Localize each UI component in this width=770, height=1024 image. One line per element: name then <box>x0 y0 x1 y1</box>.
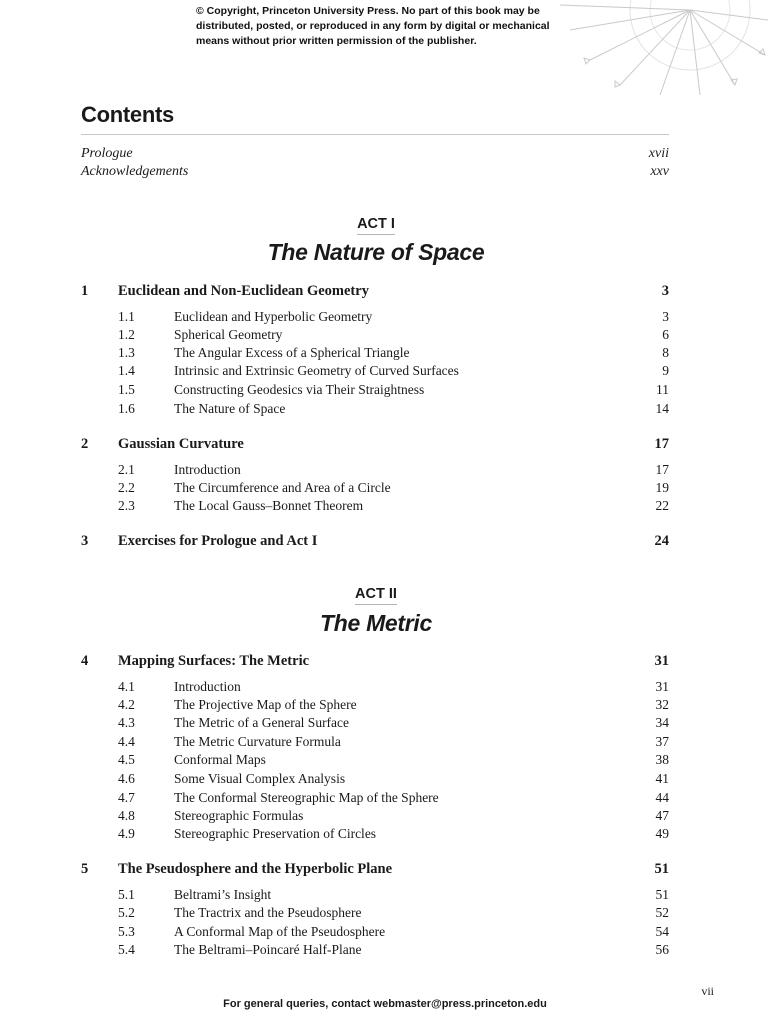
section-page: 9 <box>662 363 669 378</box>
chapter-number: 2 <box>81 436 89 452</box>
section-number: 4.8 <box>118 808 135 823</box>
section-number: 4.6 <box>118 771 135 786</box>
section-page: 37 <box>655 734 669 749</box>
chapter-number: 5 <box>81 861 89 877</box>
section-number: 2.1 <box>118 462 135 477</box>
entry-title: Prologue <box>81 146 133 161</box>
act-title: The Nature of Space <box>267 239 485 265</box>
page-title: Contents <box>81 102 174 127</box>
section-page: 47 <box>655 808 669 823</box>
section-page: 41 <box>655 771 669 786</box>
front-matter-entry[interactable] <box>81 164 669 180</box>
section-title: The Metric Curvature Formula <box>174 734 341 749</box>
section-title: Beltrami’s Insight <box>174 887 272 902</box>
entry-page: xxv <box>650 164 669 179</box>
section-page: 31 <box>655 679 669 694</box>
section-title: The Projective Map of the Sphere <box>174 697 357 712</box>
chapter-title: Exercises for Prologue and Act I <box>118 533 318 549</box>
section-title: Some Visual Complex Analysis <box>174 771 346 786</box>
section-title: Constructing Geodesics via Their Straightness <box>174 382 425 397</box>
section-title: The Metric of a General Surface <box>174 715 350 730</box>
chapter-title: Euclidean and Non-Euclidean Geometry <box>118 283 369 299</box>
section-page: 19 <box>655 480 669 495</box>
section-page: 34 <box>655 715 669 730</box>
front-matter-entry[interactable] <box>81 146 669 162</box>
copyright-line: distributed, posted, or reproduced in any form by digital or mechanical <box>196 20 550 32</box>
section-number: 5.3 <box>118 924 135 939</box>
chapter-page: 24 <box>654 533 669 549</box>
section-title: Stereographic Preservation of Circles <box>174 826 377 841</box>
entry-title: Acknowledgements <box>81 164 189 179</box>
section-number: 4.3 <box>118 715 135 730</box>
chapter-number: 1 <box>81 283 89 299</box>
section-page: 49 <box>655 826 669 841</box>
section-title: The Local Gauss–Bonnet Theorem <box>174 498 364 513</box>
chapter-number: 4 <box>81 653 89 669</box>
section-title: Introduction <box>174 679 241 694</box>
section-number: 1.3 <box>118 345 135 360</box>
section-number: 1.1 <box>118 309 135 324</box>
chapter-page: 3 <box>661 283 669 299</box>
act-label: ACT I <box>0 216 752 232</box>
section-title: Intrinsic and Extrinsic Geometry of Curved Surfaces <box>174 363 459 378</box>
section-number: 5.4 <box>118 942 135 957</box>
section-title: Spherical Geometry <box>174 327 283 342</box>
section-number: 1.6 <box>118 401 135 416</box>
chapter-title: Gaussian Curvature <box>118 436 244 452</box>
section-page: 14 <box>655 401 669 416</box>
section-number: 2.3 <box>118 498 135 513</box>
section-page: 6 <box>662 327 669 342</box>
footer-contact: For general queries, contact webmaster@press.princeton.edu <box>223 998 547 1010</box>
section-number: 5.1 <box>118 887 135 902</box>
section-title: Stereographic Formulas <box>174 808 304 823</box>
chapter-number: 3 <box>81 533 89 549</box>
section-number: 2.2 <box>118 480 135 495</box>
act-label: ACT II <box>0 586 752 602</box>
section-number: 1.2 <box>118 327 135 342</box>
section-number: 4.4 <box>118 734 135 749</box>
section-number: 4.7 <box>118 790 135 805</box>
act-title: The Metric <box>319 610 433 636</box>
chapter-title: Mapping Surfaces: The Metric <box>118 653 310 669</box>
page-number: vii <box>701 984 714 998</box>
section-page: 11 <box>656 382 669 397</box>
chapter-page: 31 <box>654 653 669 669</box>
section-page: 51 <box>655 887 669 902</box>
section-title: A Conformal Map of the Pseudosphere <box>174 924 386 939</box>
section-page: 56 <box>655 942 669 957</box>
section-title: Conformal Maps <box>174 752 266 767</box>
title-divider <box>81 134 669 135</box>
section-number: 4.1 <box>118 679 135 694</box>
section-page: 32 <box>655 697 669 712</box>
copyright-line: © Copyright, Princeton University Press. No part of this book may be <box>196 5 540 17</box>
section-page: 38 <box>655 752 669 767</box>
section-number: 4.2 <box>118 697 135 712</box>
entry-page: xvii <box>648 146 669 161</box>
section-title: The Angular Excess of a Spherical Triangle <box>174 345 410 360</box>
section-title: The Beltrami–Poincaré Half-Plane <box>174 942 362 957</box>
section-number: 4.9 <box>118 826 135 841</box>
copyright-notice <box>196 4 596 49</box>
section-page: 44 <box>655 790 669 805</box>
section-page: 22 <box>655 498 669 513</box>
section-number: 1.4 <box>118 363 135 378</box>
section-title: Introduction <box>174 462 241 477</box>
section-page: 8 <box>662 345 669 360</box>
section-title: The Tractrix and the Pseudosphere <box>174 905 362 920</box>
section-page: 52 <box>655 905 669 920</box>
chapter-page: 17 <box>654 436 669 452</box>
section-number: 4.5 <box>118 752 135 767</box>
section-page: 3 <box>662 309 669 324</box>
section-title: The Nature of Space <box>174 401 286 416</box>
chapter-title: The Pseudosphere and the Hyperbolic Plane <box>118 861 393 877</box>
copyright-line: means without prior written permission of the publisher. <box>196 35 477 47</box>
section-number: 5.2 <box>118 905 135 920</box>
section-title: The Conformal Stereographic Map of the Sphere <box>174 790 439 805</box>
section-title: The Circumference and Area of a Circle <box>174 480 391 495</box>
chapter-page: 51 <box>654 861 669 877</box>
section-title: Euclidean and Hyperbolic Geometry <box>174 309 373 324</box>
section-page: 17 <box>655 462 669 477</box>
section-number: 1.5 <box>118 382 135 397</box>
section-page: 54 <box>655 924 669 939</box>
